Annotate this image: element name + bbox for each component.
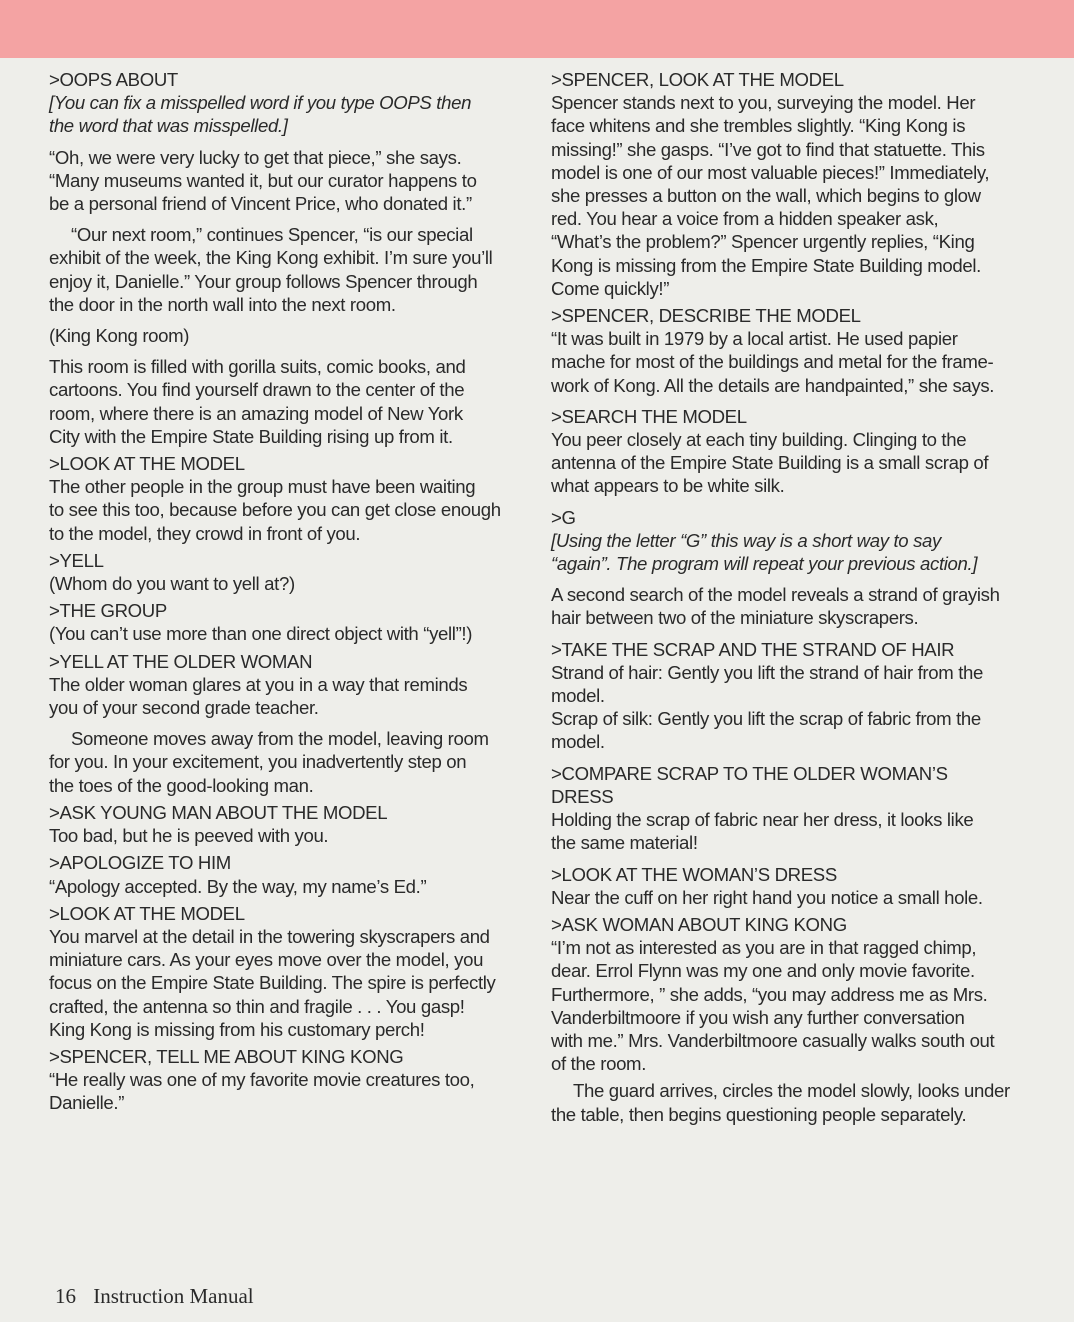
text-paragraph [49, 727, 529, 797]
text-line: model. [551, 685, 605, 707]
command-block [551, 762, 1031, 855]
text-line: mache for most of the buildings and metal for the frame- [551, 351, 994, 373]
text-line: Someone moves away from the model, leaving room [71, 728, 489, 750]
header-band [0, 0, 1074, 58]
text-line: A second search of the model reveals a strand of grayish [551, 584, 1000, 606]
text-line: the toes of the good-looking man. [49, 774, 314, 796]
page-footer [55, 1284, 254, 1309]
text-line: Kong is missing from the Empire State Building model. [551, 254, 981, 276]
text-line: “Apology accepted. By the way, my name’s Ed.” [49, 875, 427, 897]
text-line: dear. Errol Flynn was my one and only movie favorite. [551, 960, 975, 982]
text-line: miniature cars. As your eyes move over the model, you [49, 949, 484, 971]
text-line: what appears to be white silk. [551, 475, 785, 497]
text-line: for you. In your excitement, you inadvertently step on [49, 751, 467, 773]
command-line: >ASK WOMAN ABOUT KING KONG [551, 913, 847, 935]
text-line: Holding the scrap of fabric near her dress, it looks like [551, 809, 974, 831]
command-block [551, 304, 1031, 397]
command-block [49, 902, 529, 1041]
text-line: missing!” she gasps. “I’ve got to find that statuette. This [551, 138, 985, 160]
text-line: “It was built in 1979 by a local artist. He used papier [551, 328, 958, 350]
text-paragraph [49, 223, 529, 316]
text-paragraph [551, 1079, 1031, 1125]
text-line: (Whom do you want to yell at?) [49, 573, 295, 595]
text-line: you of your second grade teacher. [49, 697, 319, 719]
command-block [49, 549, 529, 595]
text-line: Furthermore, ” she adds, “you may address me as Mrs. [551, 983, 988, 1005]
text-line: “Our next room,” continues Spencer, “is our special [71, 224, 473, 246]
text-line: The guard arrives, circles the model slowly, looks under [573, 1080, 1010, 1102]
text-line: enjoy it, Danielle.” Your group follows Spencer through [49, 270, 478, 292]
command-line: >LOOK AT THE MODEL [49, 453, 245, 475]
command-block [551, 638, 1031, 754]
text-line: The older woman glares at you in a way that reminds [49, 673, 468, 695]
text-line: with me.” Mrs. Vanderbiltmoore casually walks south out [551, 1029, 995, 1051]
text-line: “He really was one of my favorite movie creatures too, [49, 1069, 475, 1091]
text-line: Vanderbiltmoore if you wish any further conversation [551, 1006, 965, 1028]
text-line: “again”. The program will repeat your previous action.] [551, 553, 978, 575]
text-line: Danielle.” [49, 1092, 125, 1114]
text-line: work of Kong. All the details are handpainted,” she says. [551, 374, 995, 396]
command-block [49, 650, 529, 720]
command-line: >TAKE THE SCRAP AND THE STRAND OF HAIR [551, 638, 955, 660]
command-line: >G [551, 506, 576, 528]
command-line: >LOOK AT THE MODEL [49, 902, 245, 924]
text-line: “What’s the problem?” Spencer urgently replies, “King [551, 231, 975, 253]
text-paragraph [49, 324, 529, 347]
text-line: Spencer stands next to you, surveying the model. Her [551, 92, 976, 114]
page-number: 16 [55, 1284, 76, 1308]
command-block [551, 68, 1031, 300]
command-line: >SPENCER, TELL ME ABOUT KING KONG [49, 1045, 404, 1067]
text-line: Come quickly!” [551, 277, 670, 299]
text-line: [You can fix a misspelled word if you type OOPS then [49, 92, 472, 114]
text-line: the word that was misspelled.] [49, 115, 288, 137]
text-line: “I’m not as interested as you are in that ragged chimp, [551, 937, 977, 959]
text-line: Near the cuff on her right hand you notice a small hole. [551, 886, 983, 908]
command-line: >SEARCH THE MODEL [551, 405, 747, 427]
command-line: >APOLOGIZE TO HIM [49, 852, 231, 874]
text-line: cartoons. You find yourself drawn to the center of the [49, 379, 465, 401]
text-line: You peer closely at each tiny building. Clinging to the [551, 429, 967, 451]
command-line: >COMPARE SCRAP TO THE OLDER WOMAN’S [551, 762, 948, 784]
command-line: >ASK YOUNG MAN ABOUT THE MODEL [49, 801, 388, 823]
text-line: model. [551, 731, 605, 753]
text-paragraph [49, 355, 529, 448]
text-line: “Oh, we were very lucky to get that piece,” she says. [49, 146, 462, 168]
text-line: crafted, the antenna so thin and fragile . . . You gasp! [49, 995, 465, 1017]
text-line: The other people in the group must have been waiting [49, 476, 476, 498]
text-line: “Many museums wanted it, but our curator happens to [49, 169, 477, 191]
text-paragraph [49, 146, 529, 216]
command-block [551, 405, 1031, 498]
text-line: the table, then begins questioning people separately. [551, 1103, 967, 1125]
text-line: hair between two of the miniature skyscrapers. [551, 607, 919, 629]
text-line: the door in the north wall into the next room. [49, 293, 396, 315]
manual-title: Instruction Manual [93, 1284, 254, 1308]
command-block [49, 801, 529, 847]
command-line: >YELL AT THE OLDER WOMAN [49, 650, 313, 672]
text-line: the same material! [551, 832, 698, 854]
command-line: >SPENCER, LOOK AT THE MODEL [551, 69, 844, 90]
command-block [49, 851, 529, 897]
text-line: King Kong is missing from his customary perch! [49, 1018, 425, 1040]
text-paragraph [551, 583, 1031, 629]
command-line-continued: DRESS [551, 785, 614, 807]
text-line: she presses a button on the wall, which begins to glow [551, 185, 981, 207]
command-block [551, 913, 1031, 1075]
text-line: exhibit of the week, the King Kong exhibit. I’m sure you’ll [49, 247, 493, 269]
command-block [551, 863, 1031, 909]
text-line: be a personal friend of Vincent Price, who donated it.” [49, 193, 472, 215]
command-line: >OOPS ABOUT [49, 69, 178, 90]
text-line: antenna of the Empire State Building is a small scrap of [551, 452, 989, 474]
text-line: room, where there is an amazing model of New York [49, 402, 463, 424]
left-column [49, 68, 529, 1123]
command-block [551, 506, 1031, 576]
text-line: Scrap of silk: Gently you lift the scrap of fabric from the [551, 708, 981, 730]
command-block [49, 1045, 529, 1115]
text-line: to see this too, because before you can get close enough [49, 499, 501, 521]
text-line: [Using the letter “G” this way is a short way to say [551, 529, 941, 551]
text-line: face whitens and she trembles slightly. “King Kong is [551, 115, 966, 137]
command-block [49, 452, 529, 545]
text-line: City with the Empire State Building rising up from it. [49, 425, 453, 447]
text-line: (You can’t use more than one direct object with “yell”!) [49, 623, 473, 645]
text-line: focus on the Empire State Building. The spire is perfectly [49, 972, 496, 994]
text-line: (King Kong room) [49, 325, 190, 347]
text-line: to the model, they crowd in front of you. [49, 522, 361, 544]
command-line: >THE GROUP [49, 600, 167, 622]
text-line: This room is filled with gorilla suits, comic books, and [49, 356, 466, 378]
text-line: Strand of hair: Gently you lift the strand of hair from the [551, 661, 984, 683]
text-line: of the room. [551, 1053, 647, 1075]
command-line: >LOOK AT THE WOMAN’S DRESS [551, 863, 837, 885]
text-line: model is one of our most valuable pieces!” Immediately, [551, 161, 990, 183]
text-line: Too bad, but he is peeved with you. [49, 825, 329, 847]
text-line: red. You hear a voice from a hidden speaker ask, [551, 208, 939, 230]
command-block [49, 68, 529, 138]
right-column [551, 68, 1031, 1134]
command-block [49, 599, 529, 645]
command-line: >SPENCER, DESCRIBE THE MODEL [551, 305, 861, 327]
text-line: You marvel at the detail in the towering skyscrapers and [49, 925, 490, 947]
command-line: >YELL [49, 549, 104, 571]
